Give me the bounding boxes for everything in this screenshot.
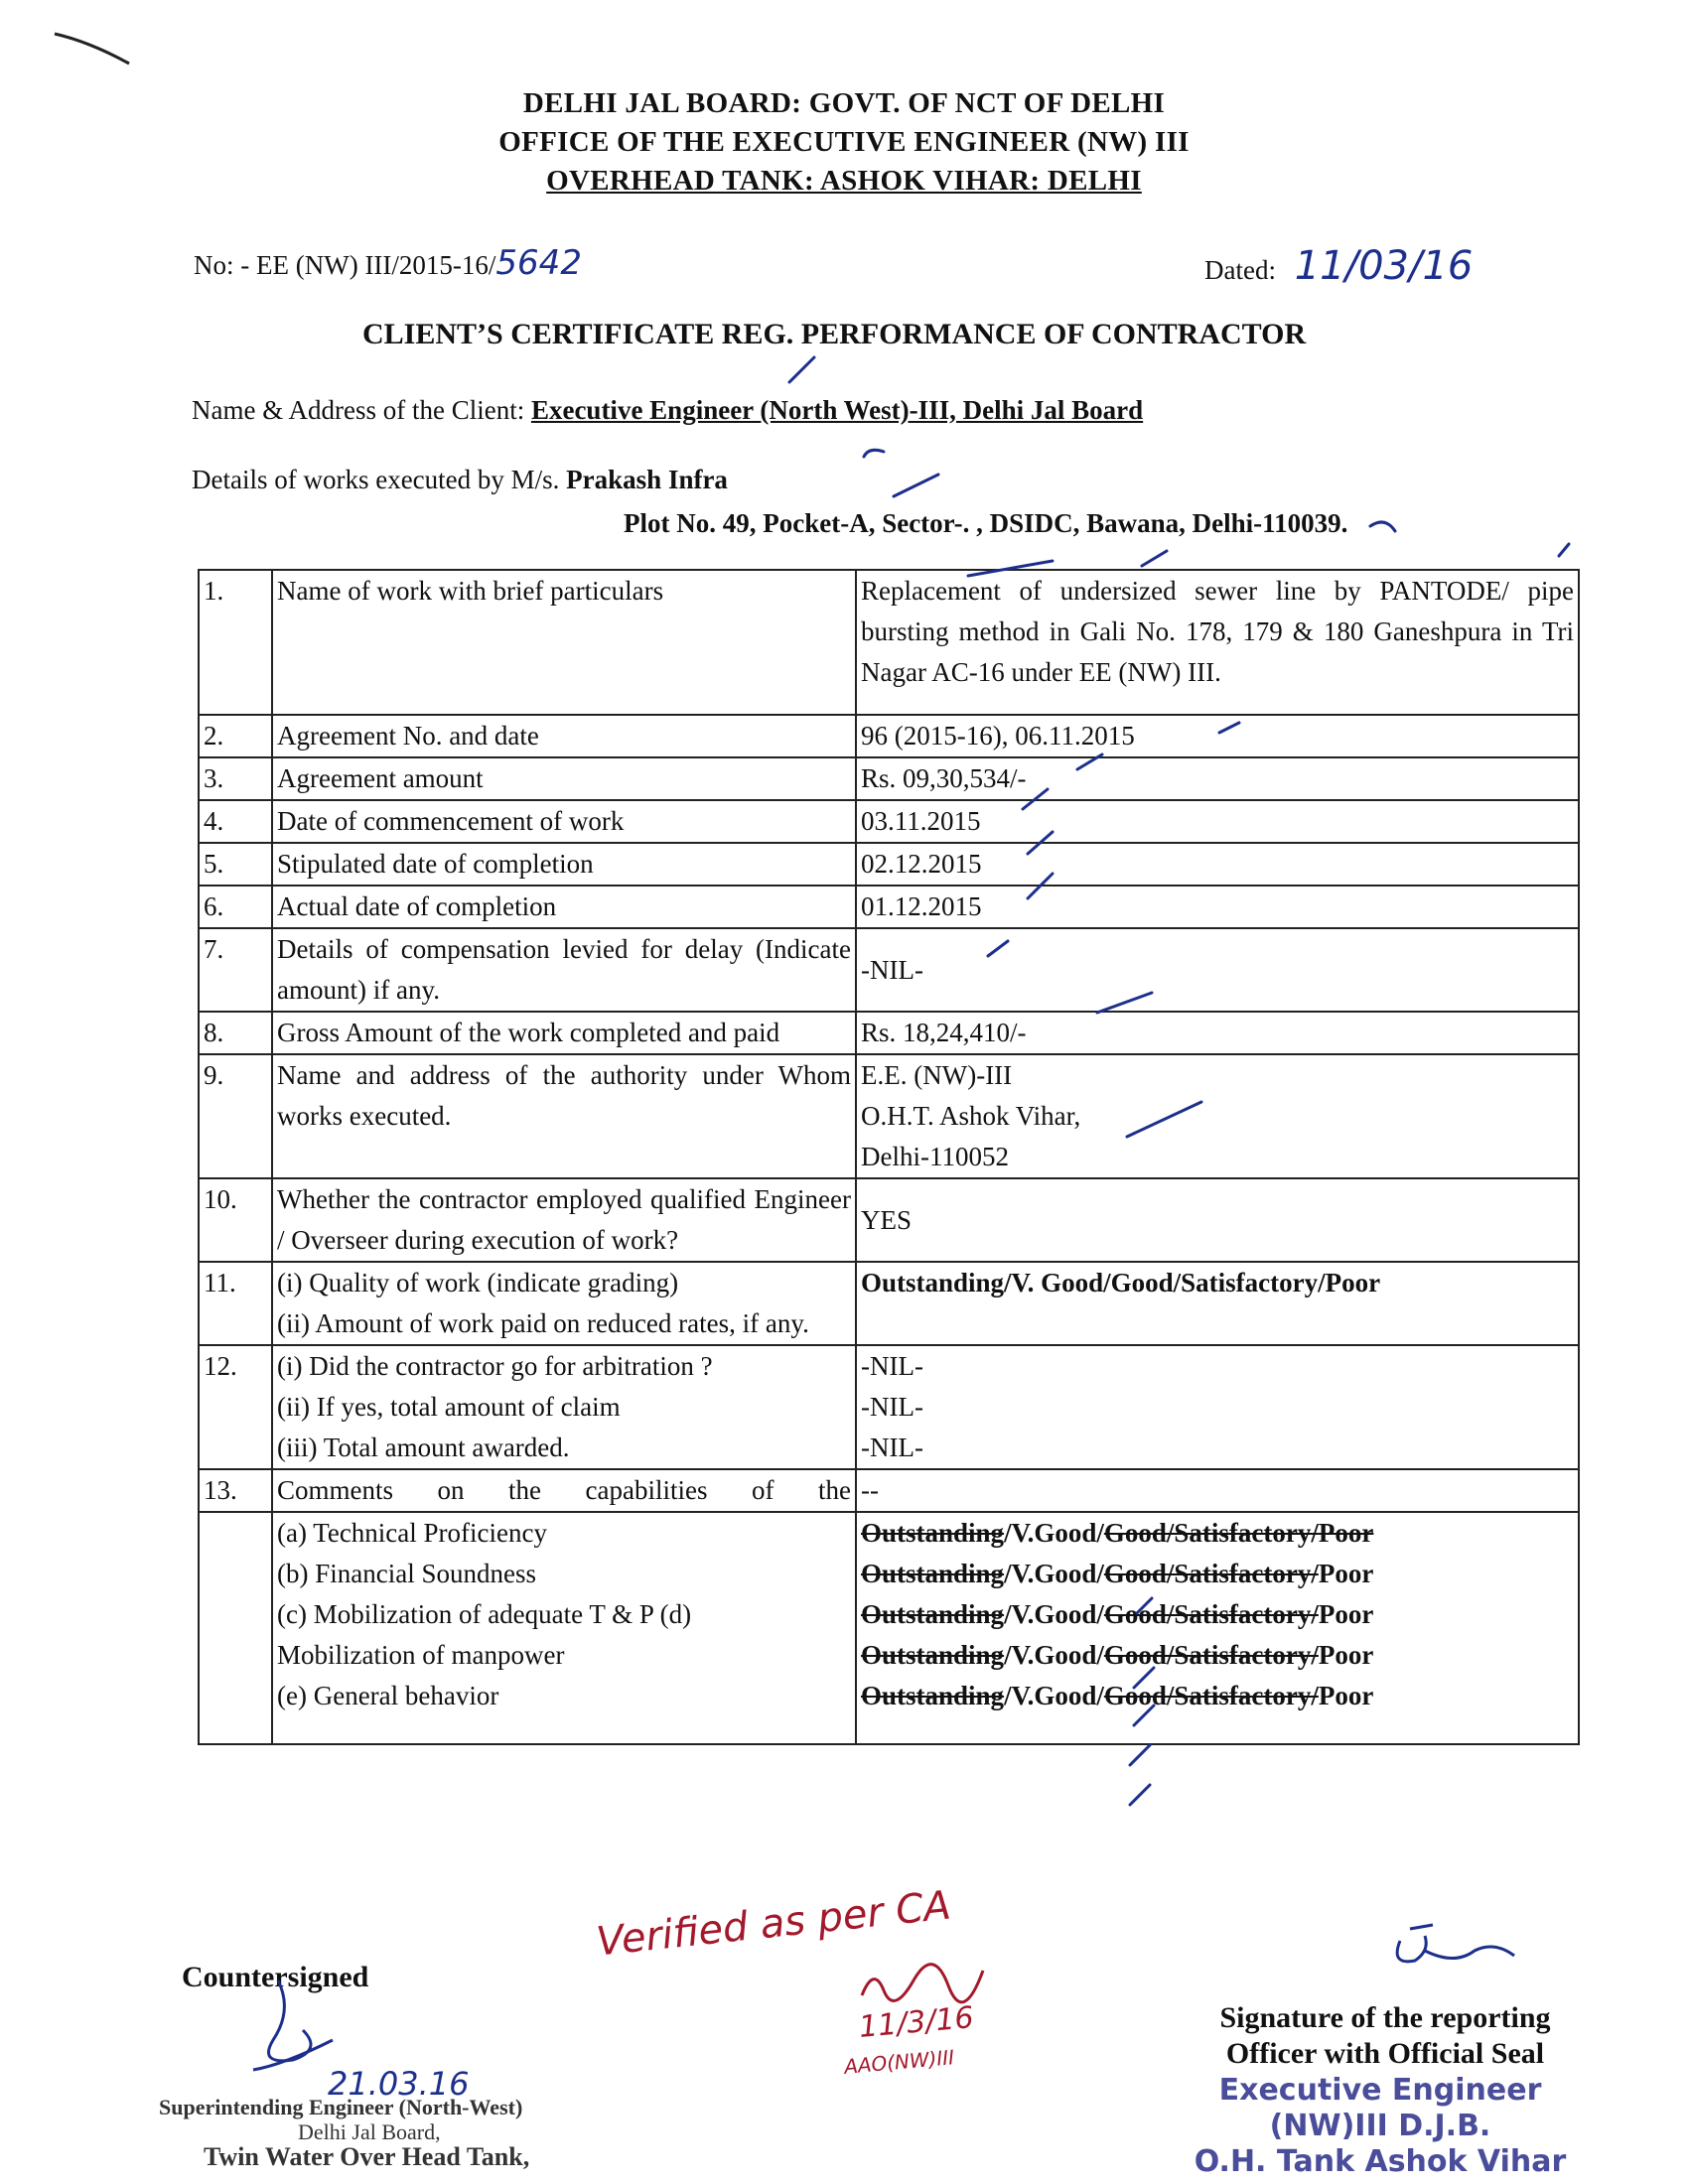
- row-item: [272, 1345, 856, 1469]
- row-number: 13.: [199, 1469, 272, 1512]
- row-value: Outstanding/V. Good/Good/Satisfactory/Poor: [856, 1262, 1579, 1345]
- aao-role: AAO(NW)III: [843, 2045, 955, 2079]
- row-item: Date of commencement of work: [272, 800, 856, 843]
- row-value: --: [856, 1469, 1579, 1512]
- row-value-line: -NIL-: [861, 1433, 923, 1462]
- tick-mark: [789, 357, 814, 382]
- se-stamp-line: Delhi Jal Board,: [298, 2119, 441, 2144]
- row-number: 9.: [199, 1054, 272, 1178]
- table-row: [199, 1012, 1579, 1054]
- table-row: [199, 843, 1579, 886]
- table-row: [199, 928, 1579, 1012]
- row-value-line: -NIL-: [861, 1351, 923, 1381]
- row-item: Actual date of completion: [272, 886, 856, 928]
- table-row: [199, 715, 1579, 757]
- row-value: Rs. 18,24,410/-: [856, 1012, 1579, 1054]
- grading-poor: Poor: [1318, 1681, 1374, 1710]
- table-row: [199, 757, 1579, 800]
- row-number: 1.: [199, 570, 272, 715]
- row-value: [856, 1345, 1579, 1469]
- client-value: Executive Engineer (North West)-III, Delhi Jal Board: [530, 395, 1144, 425]
- grading-outstanding: Outstanding: [861, 1681, 1005, 1710]
- capability-item: (b) Financial Soundness: [277, 1559, 536, 1588]
- performance-table: [198, 569, 1580, 1745]
- row-value: Rs. 09,30,534/-: [856, 757, 1579, 800]
- row-item: Name and address of the authority under Whom works executed.: [272, 1054, 856, 1178]
- signature-label-line: Signature of the reporting: [1219, 2001, 1551, 2034]
- contractor-name: Prakash Infra: [566, 465, 728, 494]
- row-value: 03.11.2015: [856, 800, 1579, 843]
- ee-stamp: [1192, 2073, 1569, 2180]
- row-number: 7.: [199, 928, 272, 1012]
- grading-line: [861, 1594, 1574, 1635]
- row-number: 5.: [199, 843, 272, 886]
- countersigned-label: Countersigned: [182, 1961, 369, 1993]
- tick-mark: [864, 450, 884, 457]
- table-row: [199, 1262, 1579, 1345]
- margin-pen-mark: [50, 22, 139, 71]
- table-row: [199, 886, 1579, 928]
- row-item-line: (ii) If yes, total amount of claim: [277, 1392, 621, 1422]
- row-value: [856, 1054, 1579, 1178]
- header-line-2: OFFICE OF THE EXECUTIVE ENGINEER (NW) III: [498, 126, 1190, 158]
- grading-vgood: /V.Good/: [1004, 1681, 1104, 1710]
- row-number: 4.: [199, 800, 272, 843]
- tick-mark: [1559, 544, 1569, 556]
- row-item-line: (ii) Amount of work paid on reduced rates, if any.: [277, 1308, 809, 1338]
- grading-line: [861, 1554, 1574, 1594]
- row-number: 11.: [199, 1262, 272, 1345]
- row-value: -NIL-: [856, 928, 1579, 1012]
- row-item: Agreement amount: [272, 757, 856, 800]
- grading-outstanding: Outstanding: [861, 1599, 1005, 1629]
- tick-mark: [1130, 1745, 1150, 1765]
- row-number: 3.: [199, 757, 272, 800]
- row-value: 02.12.2015: [856, 843, 1579, 886]
- grading-outstanding: Outstanding: [861, 1518, 1005, 1548]
- se-stamp-line: Superintending Engineer (North-West): [159, 2095, 523, 2119]
- signature-label-line: Officer with Official Seal: [1225, 2037, 1545, 2070]
- header-line-1: DELHI JAL BOARD: GOVT. OF NCT OF DELHI: [522, 87, 1166, 119]
- reference-number: [194, 243, 582, 283]
- capabilities-list: [272, 1512, 856, 1744]
- row-value-line: Delhi-110052: [861, 1142, 1009, 1171]
- row-number-empty: [199, 1512, 272, 1744]
- dated-value: 11/03/16: [1294, 243, 1474, 289]
- document-title: CLIENT’S CERTIFICATE REG. PERFORMANCE OF CONTRACTOR: [362, 318, 1307, 350]
- row-number: 10.: [199, 1178, 272, 1262]
- row-item: Agreement No. and date: [272, 715, 856, 757]
- ee-stamp-line: O.H. Tank Ashok Vihar: [1194, 2144, 1567, 2179]
- ee-stamp-line: Executive Engineer: [1218, 2073, 1542, 2108]
- row-number: 8.: [199, 1012, 272, 1054]
- row-item-line: (i) Quality of work (indicate grading): [277, 1268, 679, 1297]
- reference-value: 5642: [495, 243, 582, 283]
- grading-vgood: /V.Good/: [1004, 1599, 1104, 1629]
- dated-label: Dated:: [1204, 255, 1276, 285]
- row-value: Replacement of undersized sewer line by PANTODE/ pipe bursting method in Gali No. 178, 179 & 180 Ganeshpura in Tri Nagar AC-16 under EE (NW) III.: [856, 570, 1579, 715]
- row-number: 12.: [199, 1345, 272, 1469]
- row-item: Stipulated date of completion: [272, 843, 856, 886]
- contractor-address: Plot No. 49, Pocket-A, Sector-. , DSIDC, Bawana, Delhi-110039.: [624, 508, 1348, 538]
- row-item: Name of work with brief particulars: [272, 570, 856, 715]
- grading-poor: Poor: [1318, 1518, 1374, 1548]
- row-value-line: E.E. (NW)-III: [861, 1060, 1013, 1090]
- tick-mark: [1130, 1785, 1150, 1805]
- grading-vgood: /V.Good/: [1004, 1559, 1104, 1588]
- capability-item: (c) Mobilization of adequate T & P (d): [277, 1599, 692, 1629]
- row-item-line: (iii) Total amount awarded.: [277, 1433, 570, 1462]
- capability-item: (a) Technical Proficiency: [277, 1518, 547, 1548]
- grading-vgood: /V.Good/: [1004, 1518, 1104, 1548]
- row-item-line: (i) Did the contractor go for arbitration ?: [277, 1351, 713, 1381]
- contractor-label: Details of works executed by M/s.: [192, 465, 560, 494]
- contractor-info: [192, 465, 728, 495]
- client-info: [192, 395, 1143, 426]
- capability-item: Mobilization of manpower: [277, 1640, 565, 1670]
- grading-good-sat: Good/Satisfactory/: [1103, 1640, 1319, 1670]
- capability-item: (e) General behavior: [277, 1681, 499, 1710]
- table-row-capabilities: [199, 1512, 1579, 1744]
- tick-mark: [894, 475, 938, 496]
- reporting-officer-signature: [1385, 1921, 1524, 1980]
- row-value: YES: [856, 1178, 1579, 1262]
- client-label: Name & Address of the Client:: [192, 395, 525, 425]
- verified-note: Verified as per CA: [594, 1882, 953, 1966]
- grading-good-sat: Good/Satisfactory/: [1103, 1681, 1319, 1710]
- row-value-line: O.H.T. Ashok Vihar,: [861, 1101, 1081, 1131]
- grading-line: [861, 1635, 1574, 1676]
- signature-label: [1196, 2000, 1574, 2072]
- row-number: 2.: [199, 715, 272, 757]
- row-item: Comments on the capabilities of the: [272, 1469, 856, 1512]
- grading-outstanding: Outstanding: [861, 1559, 1005, 1588]
- row-number: 6.: [199, 886, 272, 928]
- grading-line: [861, 1513, 1574, 1554]
- grading-vgood: /V.Good/: [1004, 1640, 1104, 1670]
- grading-poor: Poor: [1318, 1559, 1374, 1588]
- row-item: [272, 1262, 856, 1345]
- grading-poor: Poor: [1318, 1599, 1374, 1629]
- tick-mark: [1142, 551, 1167, 566]
- se-stamp: [159, 2095, 529, 2169]
- tick-mark: [1370, 522, 1395, 531]
- aao-date: 11/3/16: [857, 2000, 975, 2045]
- grading-poor: Poor: [1318, 1640, 1374, 1670]
- table-row: [199, 1469, 1579, 1512]
- grading-good-sat: Good/Satisfactory/: [1103, 1559, 1319, 1588]
- table-row: [199, 1345, 1579, 1469]
- table-row: [199, 800, 1579, 843]
- table-row: [199, 1054, 1579, 1178]
- ee-stamp-line: (NW)III D.J.B.: [1269, 2109, 1491, 2143]
- row-item: Whether the contractor employed qualified Engineer / Overseer during execution of work?: [272, 1178, 856, 1262]
- table-row: [199, 1178, 1579, 1262]
- reference-label: No: - EE (NW) III/2015-16/: [194, 250, 496, 280]
- grading-good-sat: Good/Satisfactory/: [1103, 1599, 1319, 1629]
- row-value: 96 (2015-16), 06.11.2015: [856, 715, 1579, 757]
- se-stamp-line: Twin Water Over Head Tank,: [204, 2142, 530, 2171]
- grading-line: [861, 1676, 1574, 1716]
- dated-field: [1204, 243, 1473, 289]
- grading-good-sat: Good/Satisfactory/: [1103, 1518, 1319, 1548]
- row-value: 01.12.2015: [856, 886, 1579, 928]
- row-item: Gross Amount of the work completed and paid: [272, 1012, 856, 1054]
- capabilities-grading: [856, 1512, 1579, 1744]
- table-row: [199, 570, 1579, 715]
- row-item: Details of compensation levied for delay (Indicate amount) if any.: [272, 928, 856, 1012]
- countersign-date: 21.03.16: [328, 2065, 470, 2103]
- grading-outstanding: Outstanding: [861, 1640, 1005, 1670]
- header-line-3: OVERHEAD TANK: ASHOK VIHAR: DELHI: [546, 165, 1142, 197]
- row-value-line: -NIL-: [861, 1392, 923, 1422]
